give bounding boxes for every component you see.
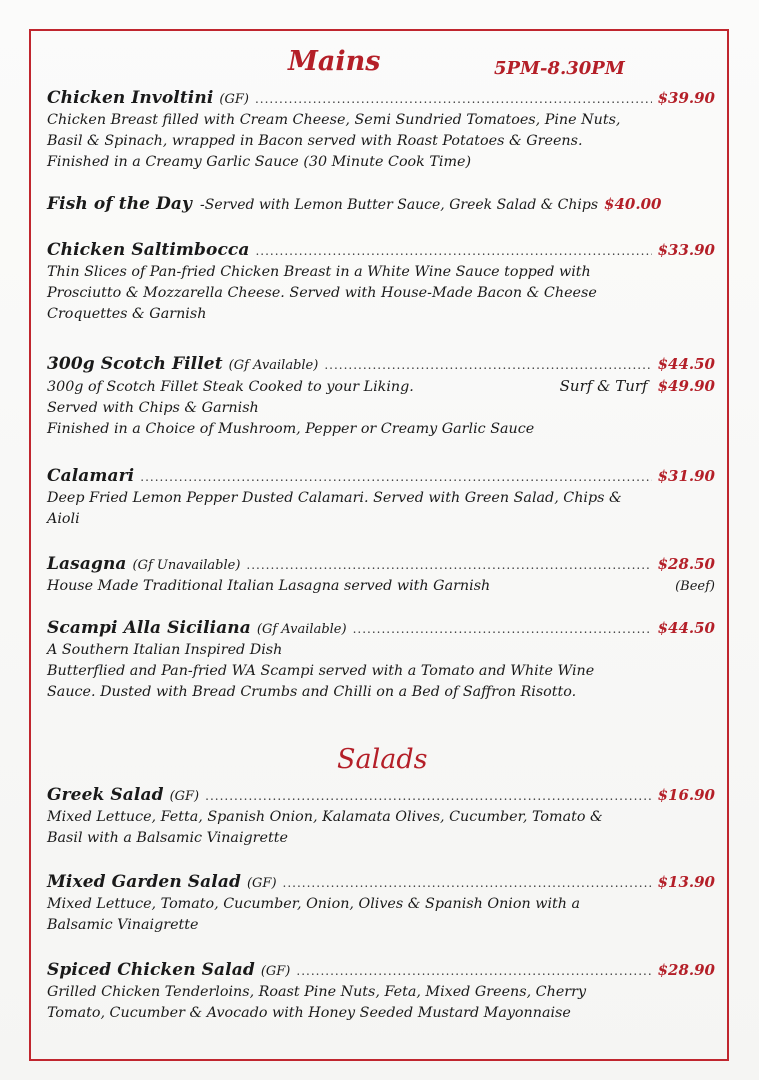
- item-note: (GF): [219, 92, 249, 107]
- mains-heading: Mains: [288, 46, 381, 77]
- surf-and-turf-option: [560, 376, 715, 397]
- item-description-line: House Made Traditional Italian Lasagna served with Garnish: [47, 578, 491, 594]
- item-description-line: Mixed Lettuce, Fetta, Spanish Onion, Kalamata Olives, Cucumber, Tomato &: [47, 809, 603, 825]
- dot-leader: [255, 92, 652, 106]
- item-description-line: Balsamic Vinaigrette: [47, 917, 199, 933]
- item-description-line: Chicken Breast filled with Cream Cheese, Semi Sundried Tomatoes, Pine Nuts,: [47, 112, 621, 128]
- item-name: Spiced Chicken Salad: [47, 960, 255, 980]
- menu-item-scotch-fillet: [47, 354, 715, 440]
- item-price: $44.50: [657, 619, 715, 637]
- item-description-line: Basil & Spinach, wrapped in Bacon served with Roast Potatoes & Greens.: [47, 133, 583, 149]
- menu-item-chicken-involtini: [47, 88, 715, 173]
- item-name: Scampi Alla Siciliana: [47, 618, 251, 638]
- item-description-line: 300g of Scotch Fillet Steak Cooked to your Liking.: [47, 379, 414, 395]
- item-description: -Served with Lemon Butter Sauce, Greek Salad & Chips: [200, 197, 599, 213]
- item-description-line: Thin Slices of Pan-fried Chicken Breast in a White Wine Sauce topped with: [47, 264, 591, 280]
- item-price: $31.90: [657, 467, 715, 485]
- item-description-line: Served with Chips & Garnish: [47, 400, 259, 416]
- menu-item-greek-salad: [47, 785, 715, 849]
- item-price: $33.90: [657, 241, 715, 259]
- surf-and-turf-price: $49.90: [657, 377, 715, 395]
- menu-item-calamari: [47, 466, 715, 530]
- menu-item-chicken-saltimbocca: [47, 240, 715, 325]
- item-price: $16.90: [657, 786, 715, 804]
- menu-item-scampi-alla-siciliana: [47, 618, 715, 703]
- item-name: Chicken Saltimbocca: [47, 240, 250, 260]
- item-description-line: Mixed Lettuce, Tomato, Cucumber, Onion, Olives & Spanish Onion with a: [47, 896, 581, 912]
- item-description-line: Tomato, Cucumber & Avocado with Honey Seeded Mustard Mayonnaise: [47, 1005, 571, 1021]
- item-note: (Gf Unavailable): [132, 558, 241, 573]
- item-note: (GF): [169, 789, 200, 804]
- dot-leader: [296, 964, 651, 978]
- item-price: $40.00: [604, 195, 662, 213]
- item-description-line: Basil with a Balsamic Vinaigrette: [47, 830, 288, 846]
- item-name: Mixed Garden Salad: [47, 872, 241, 892]
- item-description-line: Finished in a Choice of Mushroom, Pepper or Creamy Garlic Sauce: [47, 421, 535, 437]
- menu-item-mixed-garden-salad: [47, 872, 715, 936]
- item-name: Chicken Involtini: [47, 88, 214, 108]
- item-description-line: Finished in a Creamy Garlic Sauce (30 Minute Cook Time): [47, 154, 472, 170]
- dot-leader: [324, 358, 651, 372]
- dot-leader: [353, 622, 652, 636]
- item-price: $28.90: [657, 961, 715, 979]
- item-description-line: Deep Fried Lemon Pepper Dusted Calamari. Served with Green Salad, Chips &: [47, 490, 622, 506]
- item-note: (GF): [260, 964, 291, 979]
- menu-item-spiced-chicken-salad: [47, 960, 715, 1024]
- service-hours: 5PM-8.30PM: [494, 58, 625, 79]
- item-name: Greek Salad: [47, 785, 164, 805]
- item-description-line: Croquettes & Garnish: [47, 306, 207, 322]
- item-price: $28.50: [657, 555, 715, 573]
- item-name: Fish of the Day: [47, 194, 193, 214]
- item-name: Lasagna: [47, 554, 127, 574]
- item-price: $39.90: [657, 89, 715, 107]
- menu-item-lasagna: [47, 554, 715, 597]
- item-note: (Gf Available): [256, 622, 347, 637]
- item-price: $13.90: [657, 873, 715, 891]
- item-name: 300g Scotch Fillet: [47, 354, 223, 374]
- item-side-note: (Beef): [675, 579, 715, 594]
- item-description-line: Aioli: [47, 511, 80, 527]
- item-description-line: Prosciutto & Mozzarella Cheese. Served with House-Made Bacon & Cheese: [47, 285, 597, 301]
- item-name: Calamari: [47, 466, 135, 486]
- item-description-line: Sauce. Dusted with Bread Crumbs and Chilli on a Bed of Saffron Risotto.: [47, 684, 577, 700]
- dot-leader: [255, 244, 651, 258]
- menu-item-fish-of-the-day: [47, 194, 715, 216]
- salads-heading: Salads: [337, 744, 428, 775]
- dot-leader: [283, 876, 652, 890]
- item-note: (Gf Available): [228, 358, 319, 373]
- item-description-line: Grilled Chicken Tenderloins, Roast Pine Nuts, Feta, Mixed Greens, Cherry: [47, 984, 587, 1000]
- dot-leader: [246, 558, 651, 572]
- surf-and-turf-label: Surf & Turf: [559, 377, 648, 395]
- item-note: (GF): [246, 876, 277, 891]
- item-price: $44.50: [657, 355, 715, 373]
- dot-leader: [140, 470, 651, 484]
- item-description-line: A Southern Italian Inspired Dish: [47, 642, 283, 658]
- item-description-line: Butterflied and Pan-fried WA Scampi served with a Tomato and White Wine: [47, 663, 595, 679]
- dot-leader: [205, 789, 651, 803]
